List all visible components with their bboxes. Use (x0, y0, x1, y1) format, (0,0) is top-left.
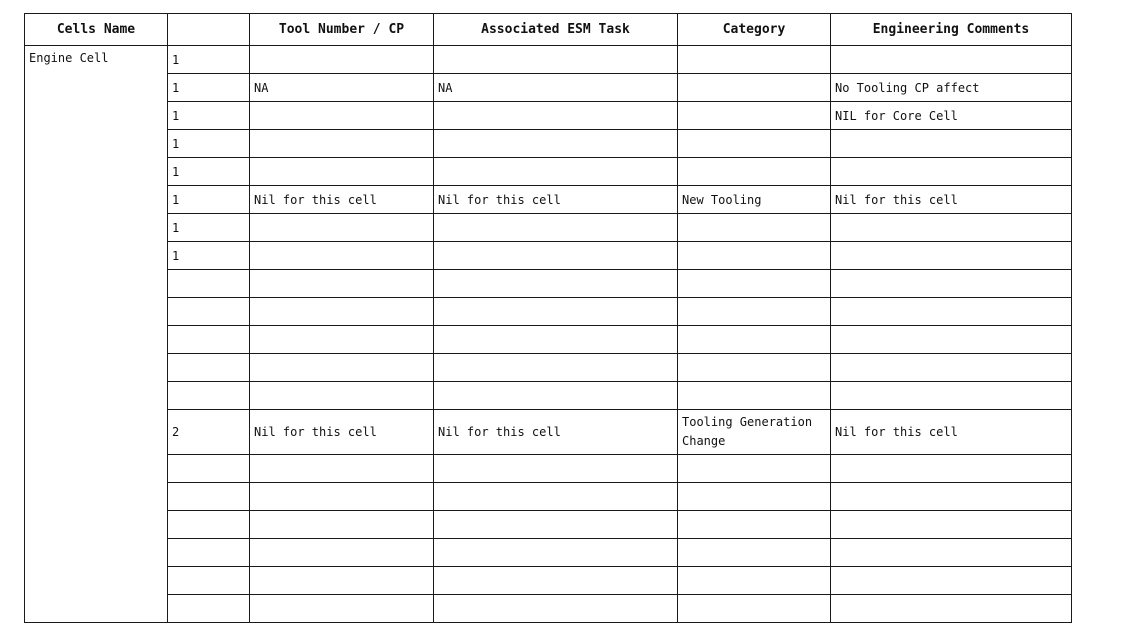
row-number-cell: 1 (168, 46, 250, 74)
category-cell (678, 595, 831, 623)
row-number-cell: 1 (168, 74, 250, 102)
table-row (25, 567, 1072, 595)
engineering-comment-cell (831, 595, 1072, 623)
esm-task-cell (434, 130, 678, 158)
header-category: Category (678, 14, 831, 46)
esm-task-cell (434, 326, 678, 354)
row-number-cell: 1 (168, 158, 250, 186)
header-row (25, 14, 1072, 46)
row-number-cell (168, 595, 250, 623)
engineering-comment-cell (831, 511, 1072, 539)
tool-number-cell (250, 567, 434, 595)
row-number-cell: 1 (168, 130, 250, 158)
header-tool-number: Tool Number / CP (250, 14, 434, 46)
engineering-comment-cell (831, 455, 1072, 483)
category-cell (678, 74, 831, 102)
category-cell (678, 46, 831, 74)
table-row (25, 242, 1072, 270)
engineering-comment-cell: NIL for Core Cell (831, 102, 1072, 130)
row-number-cell (168, 511, 250, 539)
table-row (25, 74, 1072, 102)
table-row (25, 130, 1072, 158)
row-number-cell (168, 382, 250, 410)
tool-number-cell (250, 595, 434, 623)
row-number-cell (168, 483, 250, 511)
table-row (25, 455, 1072, 483)
tool-number-cell (250, 455, 434, 483)
table-row (25, 410, 1072, 455)
esm-task-cell: Nil for this cell (434, 410, 678, 455)
category-cell (678, 483, 831, 511)
category-cell (678, 511, 831, 539)
category-cell (678, 539, 831, 567)
header-esm-task: Associated ESM Task (434, 14, 678, 46)
esm-task-cell (434, 511, 678, 539)
tool-number-cell (250, 354, 434, 382)
esm-task-cell (434, 242, 678, 270)
category-cell (678, 270, 831, 298)
tool-number-cell (250, 102, 434, 130)
esm-task-cell (434, 46, 678, 74)
category-cell (678, 567, 831, 595)
row-number-cell (168, 354, 250, 382)
esm-task-cell (434, 539, 678, 567)
tool-number-cell (250, 270, 434, 298)
category-cell (678, 326, 831, 354)
esm-task-cell (434, 102, 678, 130)
header-cells-name: Cells Name (25, 14, 168, 46)
category-cell (678, 242, 831, 270)
engineering-comment-cell (831, 270, 1072, 298)
esm-task-cell (434, 382, 678, 410)
esm-task-cell: Nil for this cell (434, 186, 678, 214)
engineering-comment-cell (831, 298, 1072, 326)
esm-task-cell (434, 483, 678, 511)
row-number-cell: 1 (168, 242, 250, 270)
engineering-comment-cell (831, 382, 1072, 410)
row-number-cell (168, 455, 250, 483)
row-number-cell (168, 326, 250, 354)
tool-number-cell (250, 242, 434, 270)
engineering-comment-cell (831, 214, 1072, 242)
engineering-comment-cell (831, 326, 1072, 354)
engineering-comment-cell (831, 242, 1072, 270)
engineering-comment-cell (831, 158, 1072, 186)
row-number-cell: 1 (168, 102, 250, 130)
tool-number-cell (250, 298, 434, 326)
tool-number-cell (250, 130, 434, 158)
esm-task-cell (434, 298, 678, 326)
row-number-cell (168, 567, 250, 595)
esm-task-cell (434, 354, 678, 382)
table-row (25, 186, 1072, 214)
esm-task-cell (434, 455, 678, 483)
table-row (25, 382, 1072, 410)
tool-number-cell: Nil for this cell (250, 410, 434, 455)
tool-number-cell (250, 511, 434, 539)
table-row (25, 511, 1072, 539)
table-row (25, 102, 1072, 130)
engineering-comment-cell: Nil for this cell (831, 410, 1072, 455)
category-cell: Tooling Generation Change (678, 410, 831, 455)
esm-task-cell: NA (434, 74, 678, 102)
esm-task-cell (434, 214, 678, 242)
tool-number-cell: Nil for this cell (250, 186, 434, 214)
category-cell: New Tooling (678, 186, 831, 214)
category-cell (678, 354, 831, 382)
tool-number-cell (250, 382, 434, 410)
tool-number-cell: NA (250, 74, 434, 102)
tool-number-cell (250, 158, 434, 186)
category-cell (678, 102, 831, 130)
row-number-cell (168, 270, 250, 298)
tool-number-cell (250, 539, 434, 567)
esm-task-cell (434, 270, 678, 298)
tool-number-cell (250, 326, 434, 354)
table-row (25, 298, 1072, 326)
table-row (25, 483, 1072, 511)
category-cell (678, 130, 831, 158)
category-cell (678, 214, 831, 242)
header-engineering-comments: Engineering Comments (831, 14, 1072, 46)
table-row (25, 46, 1072, 74)
esm-task-cell (434, 567, 678, 595)
table-row (25, 270, 1072, 298)
row-number-cell: 2 (168, 410, 250, 455)
esm-task-cell (434, 595, 678, 623)
row-number-cell: 1 (168, 214, 250, 242)
engineering-comment-cell (831, 539, 1072, 567)
table-row (25, 158, 1072, 186)
engineering-comment-cell (831, 46, 1072, 74)
engineering-comment-cell: Nil for this cell (831, 186, 1072, 214)
engineering-comment-cell: No Tooling CP affect (831, 74, 1072, 102)
header-blank (168, 14, 250, 46)
category-cell (678, 298, 831, 326)
tool-number-cell (250, 483, 434, 511)
engineering-comment-cell (831, 130, 1072, 158)
table-body (25, 46, 1072, 623)
engineering-comment-cell (831, 567, 1072, 595)
row-number-cell (168, 539, 250, 567)
engineering-comment-cell (831, 354, 1072, 382)
row-number-cell: 1 (168, 186, 250, 214)
tool-number-cell (250, 46, 434, 74)
category-cell (678, 158, 831, 186)
cell-name: Engine Cell (25, 46, 168, 623)
table-row (25, 326, 1072, 354)
esm-task-cell (434, 158, 678, 186)
table-row (25, 539, 1072, 567)
table-row (25, 214, 1072, 242)
table-row (25, 595, 1072, 623)
tooling-table (24, 13, 1072, 623)
category-cell (678, 382, 831, 410)
row-number-cell (168, 298, 250, 326)
table-row (25, 354, 1072, 382)
tool-number-cell (250, 214, 434, 242)
engineering-comment-cell (831, 483, 1072, 511)
category-cell (678, 455, 831, 483)
